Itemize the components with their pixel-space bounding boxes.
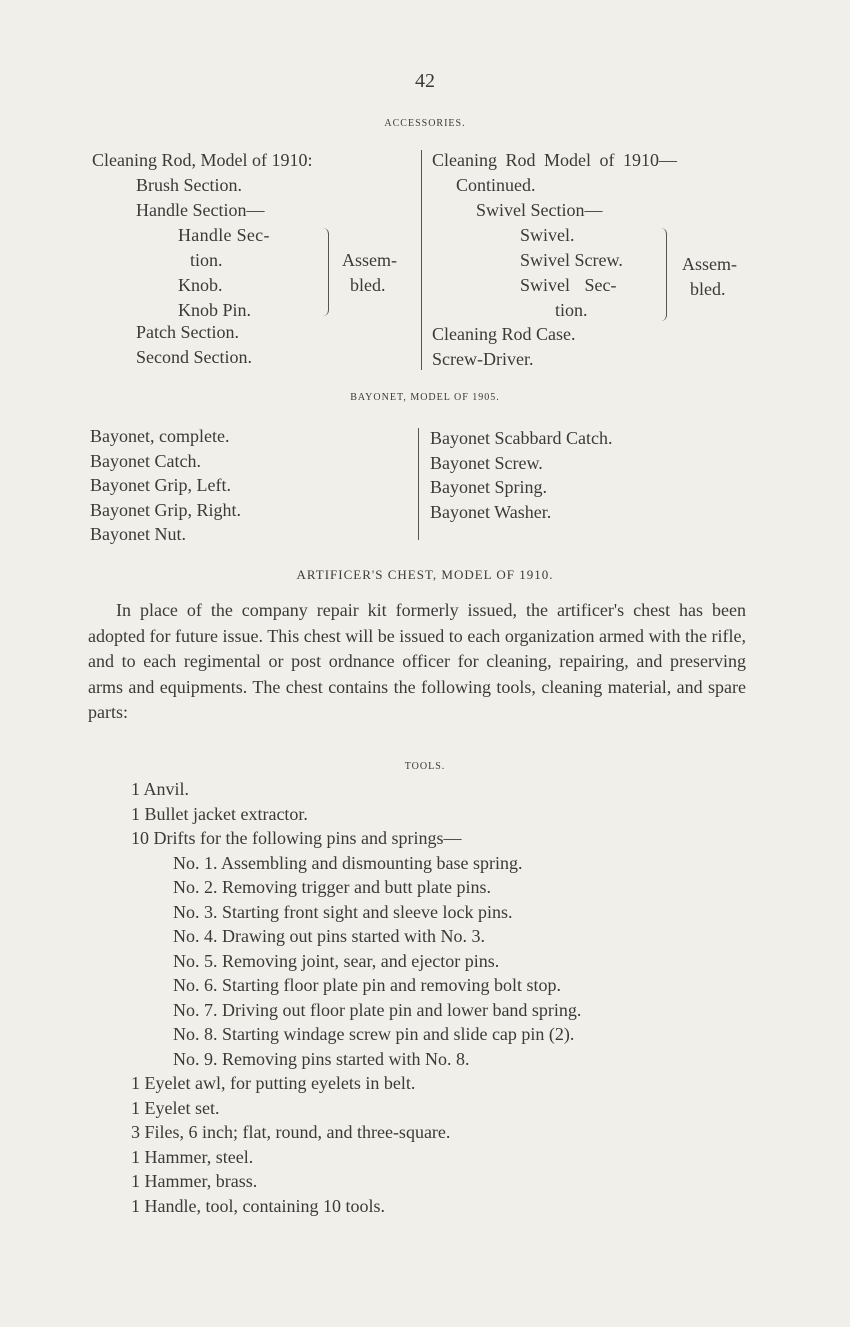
right-item: Continued. bbox=[456, 175, 536, 195]
left-item: Second Section. bbox=[136, 347, 252, 367]
left-item: Handle Section— bbox=[136, 200, 265, 220]
drift-item: No. 7. Driving out floor plate pin and lower band spring. bbox=[173, 999, 582, 1020]
list-item: 10 Drifts for the following pins and springs— bbox=[131, 828, 462, 848]
list-item: 1 Bullet jacket extractor. bbox=[131, 803, 308, 824]
right-sub-item: tion. bbox=[555, 300, 588, 320]
page-number: 42 bbox=[415, 70, 435, 92]
paragraph-text: In place of the company repair kit formerly issued, the artificer's chest has been adopted for future issue. This chest will be issued to each organization armed with the rifle, and to each regimental or post ordnance officer for cleaning, repairing, and preserving arms and equipments. The chest contains the following tools, cleaning material, and spare parts: bbox=[88, 600, 746, 722]
left-item: Patch Section. bbox=[136, 322, 239, 342]
list-item: Bayonet, complete. bbox=[90, 426, 230, 446]
right-sub-item: Swivel. bbox=[520, 225, 575, 245]
right-assembled: Assem- bbox=[682, 254, 737, 274]
list-item: 1 Hammer, steel. bbox=[131, 1146, 254, 1167]
left-brace bbox=[322, 228, 329, 316]
drift-item: No. 5. Removing joint, sear, and ejector pins. bbox=[173, 950, 500, 971]
column-divider bbox=[421, 150, 422, 370]
right-brace bbox=[660, 228, 667, 321]
left-sub-item: Knob Pin. bbox=[178, 300, 252, 320]
drift-item: No. 4. Drawing out pins started with No. 3. bbox=[173, 926, 485, 946]
bayonet-right-list bbox=[430, 426, 612, 524]
list-item: 1 Eyelet awl, for putting eyelets in belt. bbox=[131, 1073, 416, 1093]
left-sub-item: Handle Sec- bbox=[178, 225, 270, 245]
right-sub-item: Swivel Screw. bbox=[520, 250, 623, 270]
left-assembled: Assem- bbox=[342, 250, 397, 270]
drift-item: No. 1. Assembling and dismounting base spring. bbox=[173, 852, 523, 873]
left-sub-item: tion. bbox=[190, 250, 223, 270]
right-item: Swivel Section— bbox=[476, 200, 603, 220]
drift-item: No. 3. Starting front sight and sleeve lock pins. bbox=[173, 901, 513, 922]
left-sub-item: Knob. bbox=[178, 275, 223, 295]
chest-paragraph bbox=[88, 598, 746, 726]
bayonet-heading: BAYONET, MODEL OF 1905. bbox=[350, 392, 500, 403]
bayonet-left-list bbox=[90, 424, 241, 547]
right-item: Cleaning Rod Case. bbox=[432, 324, 576, 344]
drift-item: No. 9. Removing pins started with No. 8. bbox=[173, 1048, 470, 1069]
chest-heading: ARTIFICER'S CHEST, MODEL OF 1910. bbox=[296, 567, 554, 582]
left-item: Brush Section. bbox=[136, 175, 242, 195]
list-item: 1 Anvil. bbox=[131, 779, 190, 799]
drift-item: No. 6. Starting floor plate pin and removing bolt stop. bbox=[173, 975, 561, 995]
list-item: Bayonet Nut. bbox=[90, 524, 186, 544]
right-title: Cleaning Rod Model of 1910— bbox=[432, 150, 677, 170]
drift-item: No. 8. Starting windage screw pin and slide cap pin (2). bbox=[173, 1024, 575, 1044]
list-item: Bayonet Grip, Left. bbox=[90, 475, 231, 495]
list-item: 1 Eyelet set. bbox=[131, 1097, 220, 1118]
tools-heading: TOOLS. bbox=[404, 761, 446, 772]
list-item: Bayonet Scabbard Catch. bbox=[430, 428, 613, 448]
accessories-heading: ACCESSORIES. bbox=[384, 118, 466, 129]
right-item: Screw-Driver. bbox=[432, 349, 534, 369]
list-item: Bayonet Catch. bbox=[90, 450, 201, 471]
list-item: 1 Handle, tool, containing 10 tools. bbox=[131, 1195, 385, 1216]
left-title: Cleaning Rod, Model of 1910: bbox=[92, 150, 313, 170]
list-item: 3 Files, 6 inch; flat, round, and three-square. bbox=[131, 1122, 451, 1142]
list-item: 1 Hammer, brass. bbox=[131, 1171, 258, 1191]
right-assembled: bled. bbox=[690, 279, 726, 299]
left-assembled: bled. bbox=[350, 275, 386, 295]
list-item: Bayonet Grip, Right. bbox=[90, 499, 241, 520]
list-item: Bayonet Screw. bbox=[430, 452, 543, 473]
right-sub-item: Swivel Sec- bbox=[520, 275, 617, 295]
list-item: Bayonet Washer. bbox=[430, 501, 552, 522]
tools-list bbox=[131, 777, 581, 1218]
column-divider bbox=[418, 428, 419, 540]
list-item: Bayonet Spring. bbox=[430, 477, 547, 497]
drift-item: No. 2. Removing trigger and butt plate pins. bbox=[173, 877, 491, 897]
